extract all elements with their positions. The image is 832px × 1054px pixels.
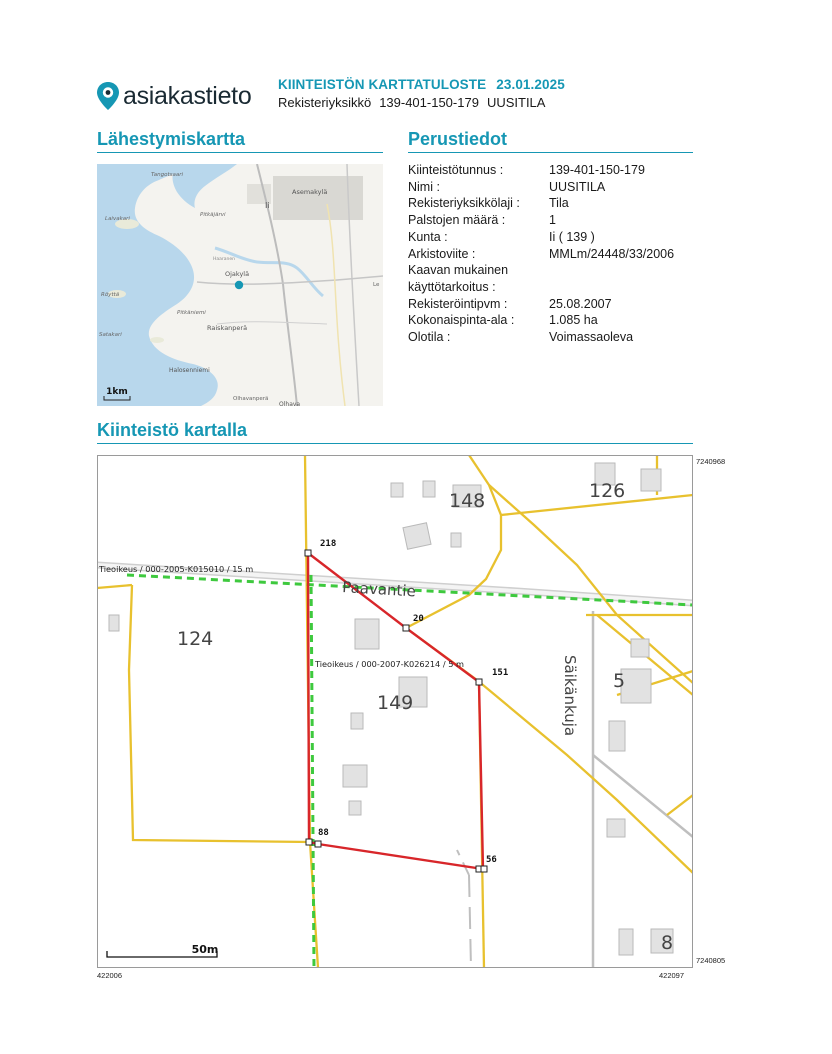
map-label-halosenniemi: Halosenniemi <box>169 367 210 374</box>
boundary-point-56: 56 <box>486 855 497 865</box>
basic-info-value <box>549 279 693 296</box>
boundary-point-218: 218 <box>320 539 337 549</box>
basic-info-label: Palstojen määrä : <box>408 213 506 228</box>
easement-label-k026214: Tieoikeus / 000-2007-K026214 / 5 m <box>315 659 464 669</box>
parcel-number-148: 148 <box>449 490 486 512</box>
basic-info-row <box>408 229 693 246</box>
map-label-olhava: Olhava <box>279 401 301 406</box>
map-label-olhavanpera: Olhavanperä <box>233 396 269 402</box>
parcel-number-5: 5 <box>613 670 626 692</box>
approach-map-scale-label: 1km <box>106 387 128 397</box>
parcel-number-126: 126 <box>589 480 626 502</box>
map-label-tangotsaari: Tangotsaari <box>151 172 184 178</box>
basic-info-row <box>408 262 693 279</box>
parcel-number-149: 149 <box>377 692 414 714</box>
basic-info-label: Nimi : <box>408 179 440 194</box>
approach-map-heading: Lähestymiskartta <box>97 129 383 153</box>
basic-info-value: 1.085 ha <box>549 313 598 328</box>
map-label-asemakyla: Asemakylä <box>292 188 328 196</box>
report-title <box>278 76 565 94</box>
basic-info-row <box>408 212 693 229</box>
parcel-number-8: 8 <box>661 932 674 954</box>
property-location-marker <box>235 281 243 289</box>
basic-info-label: Kokonaispinta-ala : <box>408 313 515 328</box>
register-unit-id: 139-401-150-179 <box>379 95 479 110</box>
map-label-ojakyla: Ojakylä <box>225 270 250 278</box>
basic-info-label: Kaavan mukainen <box>408 263 509 278</box>
basic-info-label: Kunta : <box>408 229 448 244</box>
coord-bottom-right-x: 422097 <box>659 971 685 980</box>
basic-info-label: Rekisteriyksikkölaji : <box>408 196 520 211</box>
boundary-point-151: 151 <box>492 668 509 678</box>
property-map-heading: Kiinteistö kartalla <box>97 420 693 444</box>
map-label-satakari: Satakari <box>99 332 122 338</box>
company-logo <box>96 80 251 112</box>
basic-info-row <box>408 179 693 196</box>
basic-info-value <box>549 262 693 279</box>
map-label-haaranen: Haaranen <box>213 257 235 262</box>
map-label-le: Le <box>373 282 380 288</box>
report-date: 23.01.2025 <box>496 77 565 92</box>
basic-info-row <box>408 312 693 329</box>
basic-info-value: 25.08.2007 <box>549 296 612 311</box>
register-unit-line <box>278 94 565 112</box>
basic-info-value: 139-401-150-179 <box>549 163 645 177</box>
parcel-number-124: 124 <box>177 628 214 650</box>
basic-info-row <box>408 246 693 263</box>
basic-info-label: Arkistoviite : <box>408 246 476 261</box>
basic-info-row <box>408 195 693 212</box>
boundary-point-88: 88 <box>318 828 329 838</box>
basic-info-label: Kiinteistötunnus : <box>408 163 504 177</box>
basic-info-value: Ii ( 139 ) <box>549 229 595 244</box>
coord-bottom-right: 7240805 <box>696 956 726 965</box>
map-label-ii: Ii <box>265 201 270 210</box>
basic-info-heading: Perustiedot <box>408 129 693 153</box>
map-label-roytta: Röyttä <box>101 292 120 298</box>
basic-info-label: käyttötarkoitus : <box>408 279 496 294</box>
basic-info-row <box>408 279 693 296</box>
basic-info-table <box>408 162 693 346</box>
report-header <box>278 76 565 112</box>
location-pin-icon <box>96 81 120 111</box>
basic-info-label: Rekisteröintipvm : <box>408 296 508 311</box>
coord-bottom-left-x: 422006 <box>97 971 123 980</box>
map-label-raiskanpera: Raiskanperä <box>207 324 248 332</box>
map-label-pitkaniemi: Pitkäniemi <box>177 310 206 316</box>
basic-info-value: Voimassaoleva <box>549 330 634 345</box>
boundary-point-20: 20 <box>413 614 424 624</box>
property-map[interactable] <box>97 455 693 968</box>
register-unit-label: Rekisteriyksikkö <box>278 95 372 110</box>
map-label-laivakari: Laivakari <box>105 216 130 222</box>
basic-info-value: MMLm/24448/33/2006 <box>549 246 675 261</box>
approach-map[interactable] <box>97 164 383 406</box>
road-label-paavantie: Paavantie <box>341 578 417 601</box>
easement-label-k015010: Tieoikeus / 000-2005-K015010 / 15 m <box>99 564 254 574</box>
basic-info-value: 1 <box>549 213 556 228</box>
coord-top-right: 7240968 <box>696 457 726 466</box>
road-label-saikankuja: Säikänkuja <box>561 655 579 737</box>
basic-info-value: UUSITILA <box>549 179 606 194</box>
basic-info-row <box>408 162 693 179</box>
logo-text: asiakastieto <box>123 81 252 110</box>
basic-info-row <box>408 296 693 313</box>
register-unit-name: UUSITILA <box>486 95 546 110</box>
basic-info-value: Tila <box>549 196 569 211</box>
basic-info-label: Olotila : <box>408 330 451 345</box>
report-title-text: KIINTEISTÖN KARTTATULOSTE <box>278 77 487 92</box>
basic-info-row <box>408 329 693 346</box>
map-label-pitkajarvi: Pitkäjärvi <box>200 212 226 218</box>
property-map-scale-label: 50m <box>191 943 219 956</box>
